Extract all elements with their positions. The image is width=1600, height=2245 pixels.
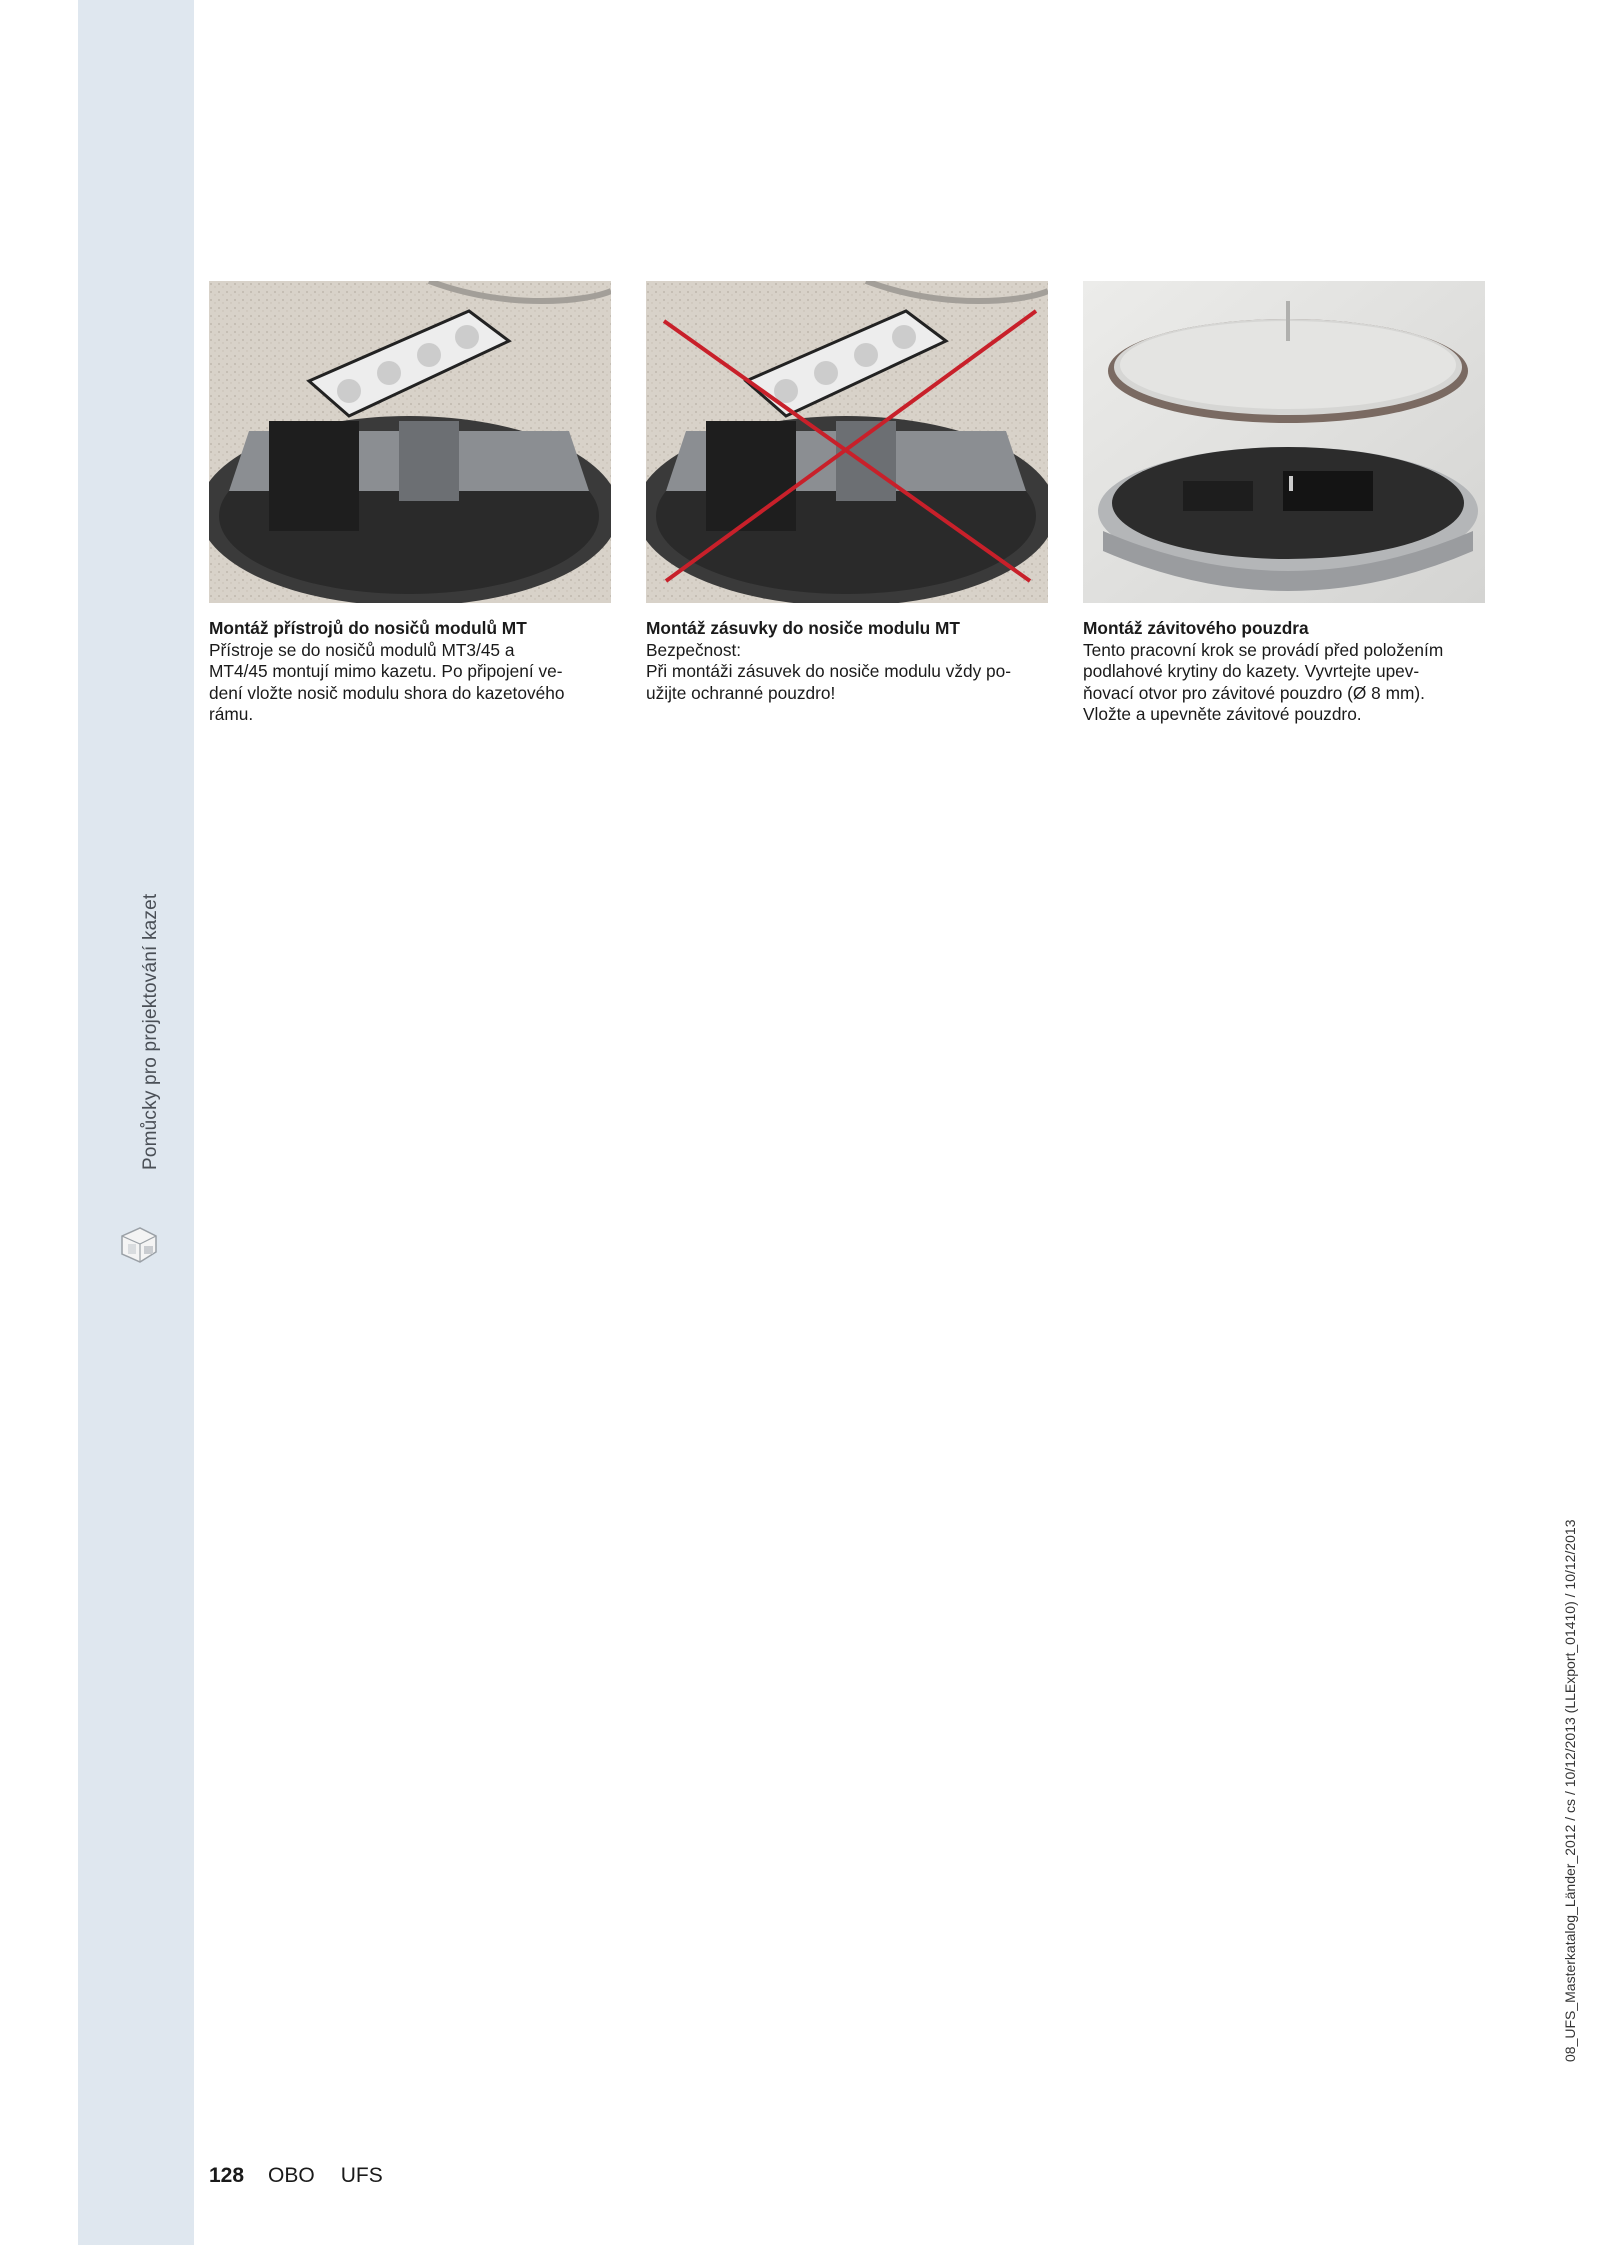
crossed-out-socket-photo — [646, 281, 1048, 603]
sidebar-title: Pomůcky pro projektování kazet — [140, 893, 161, 1170]
caption-line: dení vložte nosič modulu shora do kazetového — [209, 682, 565, 703]
caption-title: Montáž přístrojů do nosičů modulů MT — [209, 618, 527, 638]
sidebar-band — [78, 0, 194, 2245]
caption-2 — [646, 618, 1052, 704]
caption-line: Při montáži zásuvek do nosiče modulu vždy po- — [646, 661, 1011, 681]
page-number: 128 — [209, 2164, 245, 2187]
caption-line: MT4/45 montují mimo kazetu. Po připojení ve- — [209, 661, 563, 681]
caption-line: rámu. — [209, 704, 254, 724]
page-footer — [209, 2164, 383, 2188]
brand-name: OBO — [268, 2164, 315, 2187]
caption-line: Vložte a upevněte závitové pouzdro. — [1083, 704, 1362, 724]
caption-1 — [209, 618, 615, 726]
caption-line: užijte ochranné pouzdro! — [646, 682, 836, 703]
caption-line: ňovací otvor pro závitové pouzdro (Ø 8 mm). — [1083, 682, 1425, 703]
cassette-logo-icon — [112, 1222, 164, 1270]
caption-line: Přístroje se do nosičů modulů MT3/45 a — [209, 639, 515, 660]
caption-line: podlahové krytiny do kazety. Vyvrtejte upev- — [1083, 661, 1420, 681]
caption-3 — [1083, 618, 1489, 726]
section-name: UFS — [340, 2164, 383, 2187]
caption-line: Tento pracovní krok se provádí před položením — [1083, 639, 1444, 660]
caption-title: Montáž závitového pouzdra — [1083, 618, 1309, 638]
print-metadata: 08_UFS_Masterkatalog_Länder_2012 / cs / 10/12/2013 (LLExport_01410) / 10/12/2013 — [1562, 1519, 1578, 2062]
caption-line: Bezpečnost: — [646, 639, 742, 660]
threaded-sleeve-photo — [1083, 281, 1485, 603]
caption-title: Montáž zásuvky do nosiče modulu MT — [646, 618, 960, 638]
device-carrier-photo — [209, 281, 611, 603]
